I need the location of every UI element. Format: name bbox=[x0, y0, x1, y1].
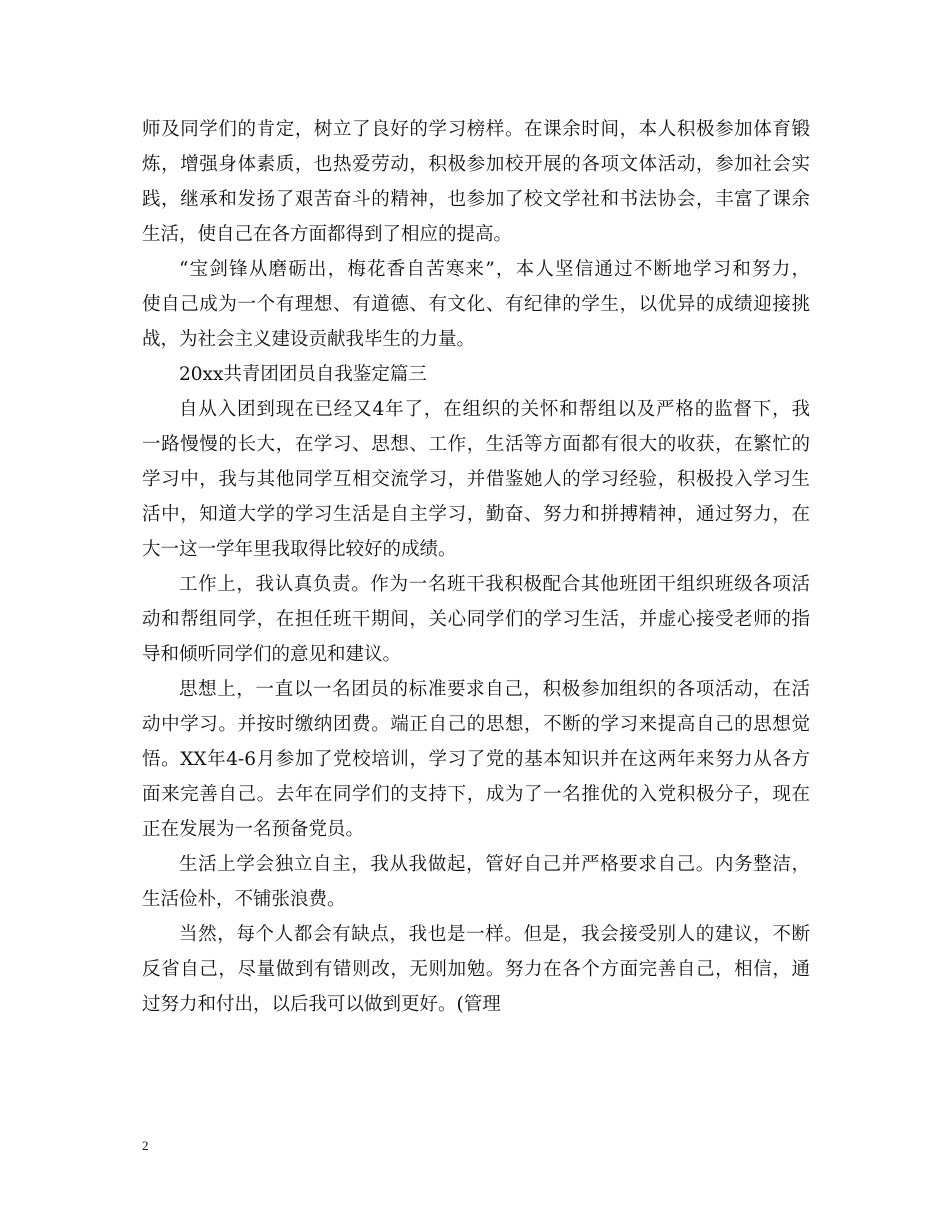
text-line: 生活俭朴，不铺张浪费。 bbox=[142, 889, 346, 910]
text-line: 自从入团到现在已经又4年了，在组织的关怀和帮组以及严格的监督下，我 bbox=[179, 399, 810, 420]
text-line: 20xx共青团团员自我鉴定篇三 bbox=[179, 364, 427, 385]
text-line: 动和帮组同学，在担任班干期间，关心同学们的学习生活，并虚心接受老师的指 bbox=[142, 609, 810, 630]
text-line: 一路慢慢的长大，在学习、思想、工作，生活等方面都有很大的收获，在繁忙的 bbox=[142, 434, 810, 455]
text-line: 当然，每个人都会有缺点，我也是一样。但是，我会接受别人的建议，不断 bbox=[179, 924, 810, 945]
text-line: 战，为社会主义建设贡献我毕生的力量。 bbox=[142, 329, 476, 350]
text-line: 生活，使自己在各方面都得到了相应的提高。 bbox=[142, 224, 513, 245]
text-line: 工作上，我认真负责。作为一名班干我积极配合其他班团干组织班级各项活 bbox=[179, 574, 810, 595]
text-line: 践，继承和发扬了艰苦奋斗的精神，也参加了校文学社和书法协会，丰富了课余 bbox=[142, 189, 810, 210]
text-line: 思想上，一直以一名团员的标准要求自己，积极参加组织的各项活动，在活 bbox=[179, 679, 810, 700]
text-line: 导和倾听同学们的意见和建议。 bbox=[142, 644, 402, 665]
text-line: 过努力和付出，以后我可以做到更好。(管理 bbox=[142, 994, 501, 1015]
text-line: 活中，知道大学的学习生活是自主学习，勤奋、努力和拼搏精神，通过努力，在 bbox=[142, 504, 810, 525]
text-line: 学习中，我与其他同学互相交流学习，并借鉴她人的学习经验，积极投入学习生 bbox=[142, 469, 810, 490]
text-line: 正在发展为一名预备党员。 bbox=[142, 819, 365, 840]
text-line: 反省自己，尽量做到有错则改，无则加勉。努力在各个方面完善自己，相信，通 bbox=[142, 959, 810, 980]
text-line: “宝剑锋从磨砺出，梅花香自苦寒来”，本人坚信通过不断地学习和努力， bbox=[179, 259, 810, 280]
text-line: 面来完善自己。去年在同学们的支持下，成为了一名推优的入党积极分子，现在 bbox=[142, 784, 810, 805]
text-line: 大一这一学年里我取得比较好的成绩。 bbox=[142, 539, 457, 560]
text-line: 生活上学会独立自主，我从我做起，管好自己并严格要求自己。内务整洁， bbox=[179, 854, 810, 875]
text-line: 悟。XX年4-6月参加了党校培训，学习了党的基本知识并在这两年来努力从各方 bbox=[142, 749, 810, 770]
text-line: 使自己成为一个有理想、有道德、有文化、有纪律的学生，以优异的成绩迎接挑 bbox=[142, 294, 810, 315]
page-number: 2 bbox=[142, 1138, 149, 1153]
text-line: 动中学习。并按时缴纳团费。端正自己的思想，不断的学习来提高自己的思想觉 bbox=[142, 714, 810, 735]
text-line: 炼，增强身体素质，也热爱劳动，积极参加校开展的各项文体活动，参加社会实 bbox=[142, 154, 810, 175]
document-body bbox=[142, 112, 810, 1022]
text-line: 师及同学们的肯定，树立了良好的学习榜样。在课余时间，本人积极参加体育锻 bbox=[142, 119, 810, 140]
